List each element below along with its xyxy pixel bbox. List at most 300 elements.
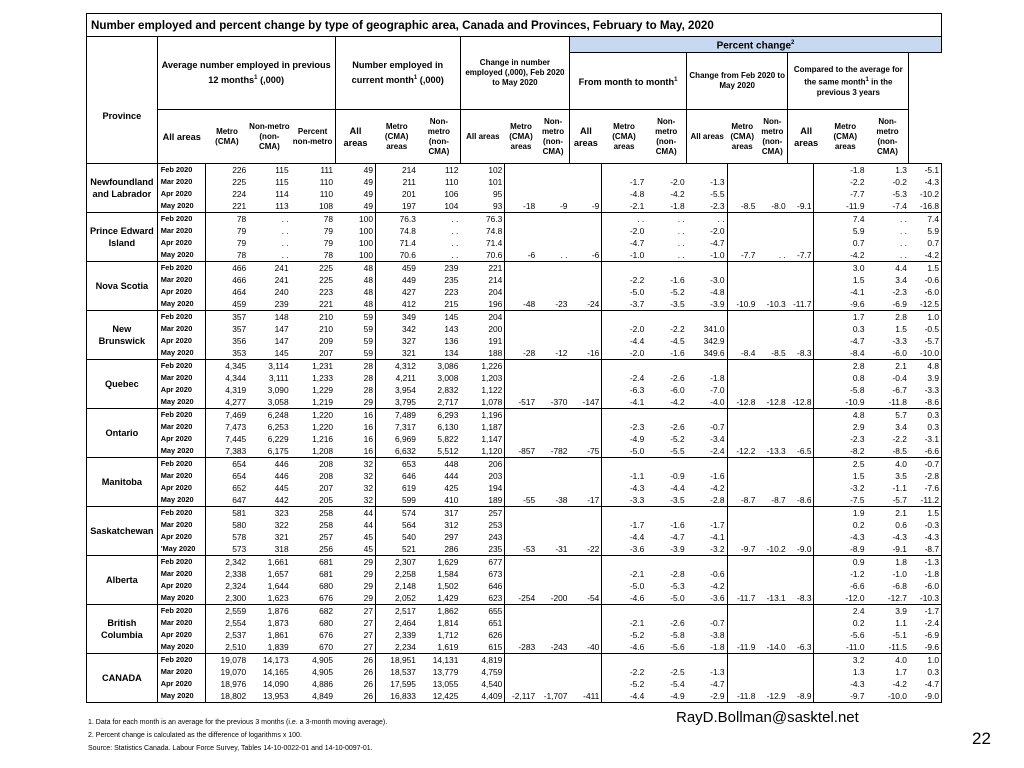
- table-cell: -2.4: [602, 372, 646, 384]
- source-note: Source: Statistics Canada. Labour Force Survey, Tables 14-10-0022-01 and 14-10-0097-01.: [88, 745, 373, 752]
- table-cell: 647: [206, 494, 248, 507]
- month-label: Apr 2020: [157, 629, 206, 641]
- feb-may-header: Change from Feb 2020 to May 2020: [687, 53, 788, 110]
- table-cell: [537, 311, 569, 324]
- table-cell: 106: [444, 189, 459, 200]
- table-cell: -2.2: [602, 274, 646, 286]
- table-cell: [757, 580, 787, 592]
- table-cell: -6.0: [909, 286, 942, 298]
- table-cell: [569, 335, 601, 347]
- table-cell: -55: [505, 494, 537, 507]
- table-cell: -1.7: [710, 520, 725, 531]
- avg-prev-unit: (,000): [257, 75, 285, 86]
- table-cell: 2,258: [375, 568, 417, 580]
- month-label: Feb 2020: [157, 311, 206, 324]
- table-cell: -4.1: [710, 532, 725, 543]
- table-cell: 2,148: [375, 580, 417, 592]
- table-cell: -0.6: [710, 569, 725, 580]
- table-cell: -857: [505, 445, 537, 458]
- table-cell: -2.4: [909, 617, 942, 629]
- table-cell: 327: [375, 335, 417, 347]
- table-cell: [757, 556, 787, 569]
- table-cell: 4,211: [375, 372, 417, 384]
- table-row: [87, 286, 942, 298]
- table-cell: 78: [206, 249, 248, 262]
- table-row: [87, 311, 942, 324]
- table-cell: 1,203: [481, 373, 503, 384]
- table-cell: [727, 176, 757, 188]
- table-cell: -4.7: [909, 678, 942, 690]
- table-cell: -4.7: [710, 679, 725, 690]
- table-cell: 1.3: [867, 164, 909, 177]
- table-cell: 49: [335, 164, 375, 177]
- table-cell: [727, 262, 757, 275]
- table-cell: [757, 629, 787, 641]
- col-all-areas: All areas: [687, 110, 727, 164]
- table-row: [87, 323, 942, 335]
- table-cell: 241: [274, 275, 289, 286]
- table-cell: 623: [460, 592, 504, 605]
- table-cell: 4,319: [206, 384, 248, 396]
- table-cell: [788, 629, 814, 641]
- table-cell: 1.5: [909, 262, 942, 275]
- table-cell: . .: [602, 213, 646, 226]
- table-cell: -8.7: [757, 494, 787, 507]
- table-cell: . .: [677, 226, 685, 237]
- table-cell: -4.3: [909, 176, 942, 188]
- table-cell: -6.6: [909, 445, 942, 458]
- avg-prev-label: Average number employed in previous 12 months: [161, 60, 331, 86]
- table-cell: 19,078: [206, 654, 248, 667]
- table-cell: [505, 335, 537, 347]
- table-cell: [814, 482, 824, 494]
- month-label: Apr 2020: [157, 482, 206, 494]
- table-cell: 110: [445, 177, 459, 188]
- table-cell: 1,629: [418, 556, 460, 569]
- table-cell: -11.9: [727, 641, 757, 654]
- table-cell: 45: [363, 532, 373, 543]
- table-cell: -4.7: [602, 237, 646, 249]
- table-cell: [727, 286, 757, 298]
- table-cell: . .: [867, 213, 909, 226]
- month-label: May 2020: [157, 396, 206, 409]
- table-row: [87, 666, 942, 678]
- table-cell: -8.9: [788, 690, 814, 703]
- table-cell: 1,584: [437, 569, 459, 580]
- province-name: CANADA: [87, 654, 158, 703]
- table-cell: 16: [363, 434, 373, 445]
- table-cell: -8.5: [757, 347, 787, 360]
- col-all-areas: All areas: [460, 110, 504, 164]
- col-nonmetro: Non-metro (non-CMA): [418, 110, 460, 164]
- table-cell: . .: [281, 226, 289, 237]
- table-cell: [727, 225, 757, 237]
- table-cell: [687, 556, 727, 569]
- table-cell: . .: [418, 249, 460, 262]
- table-cell: 681: [319, 569, 334, 580]
- table-cell: 581: [206, 507, 248, 520]
- table-cell: [727, 384, 757, 396]
- table-cell: 243: [488, 532, 503, 543]
- table-cell: 3.9: [909, 372, 942, 384]
- table-cell: 655: [460, 605, 504, 618]
- table-cell: -75: [569, 445, 601, 458]
- table-cell: [788, 360, 814, 373]
- table-cell: [788, 617, 814, 629]
- table-cell: [757, 360, 787, 373]
- table-cell: -24: [569, 298, 601, 311]
- table-cell: -7.0: [710, 385, 725, 396]
- table-cell: 578: [206, 531, 248, 543]
- table-cell: 3,008: [437, 373, 459, 384]
- table-cell: -5.3: [670, 581, 685, 592]
- table-cell: -411: [569, 690, 601, 703]
- table-cell: [814, 360, 824, 373]
- table-cell: 7,473: [206, 421, 248, 433]
- table-row: [87, 507, 942, 520]
- table-cell: 48: [363, 287, 373, 298]
- table-cell: -3.3: [909, 384, 942, 396]
- table-cell: 18,976: [206, 678, 248, 690]
- table-cell: -10.2: [757, 543, 787, 556]
- table-cell: -0.7: [909, 458, 942, 471]
- table-cell: -10.0: [867, 690, 909, 703]
- col-pct-nonmetro: Percent non-metro: [291, 110, 335, 164]
- province-name: New Brunswick: [87, 311, 158, 360]
- table-cell: 59: [363, 324, 373, 335]
- table-cell: 676: [291, 592, 335, 605]
- table-cell: [814, 568, 824, 580]
- table-cell: -4.1: [850, 287, 865, 298]
- month-label: May 2020: [157, 298, 206, 311]
- table-cell: [569, 458, 601, 471]
- curr-month-header: [335, 37, 460, 110]
- table-cell: 1,862: [418, 605, 460, 618]
- curr-month-sup: 1: [413, 75, 418, 82]
- col-nonmetro: Non-metro (non-CMA): [248, 110, 290, 164]
- province-name: Quebec: [87, 360, 158, 409]
- table-cell: [687, 458, 727, 471]
- table-cell: [757, 225, 787, 237]
- table-cell: 0.7: [909, 237, 942, 249]
- col-metro-areas: Metro (CMA) areas: [824, 110, 866, 164]
- table-cell: 93: [460, 200, 504, 213]
- table-cell: 682: [291, 605, 335, 618]
- table-cell: [757, 274, 787, 286]
- table-cell: 26: [363, 679, 373, 690]
- table-cell: 3,086: [418, 360, 460, 373]
- table-cell: 3.0: [824, 262, 866, 275]
- table-cell: [687, 262, 727, 275]
- table-cell: [814, 654, 824, 667]
- table-cell: 464: [206, 286, 248, 298]
- table-cell: [505, 433, 537, 445]
- table-cell: 70.6: [375, 249, 417, 262]
- table-cell: 7,445: [206, 433, 248, 445]
- table-cell: -1,707: [537, 690, 569, 703]
- table-cell: [727, 666, 757, 678]
- table-cell: -8.6: [788, 494, 814, 507]
- table-cell: 1,229: [312, 385, 334, 396]
- table-cell: 652: [206, 482, 248, 494]
- table-row: [87, 421, 942, 433]
- table-cell: [814, 164, 824, 177]
- table-cell: -6.8: [892, 581, 907, 592]
- table-cell: -782: [537, 445, 569, 458]
- table-cell: -5.2: [670, 434, 685, 445]
- table-cell: [814, 409, 824, 422]
- table-cell: . .: [248, 249, 290, 262]
- table-cell: 111: [291, 164, 335, 177]
- table-cell: [505, 225, 537, 237]
- table-cell: [505, 164, 537, 177]
- table-row: [87, 360, 942, 373]
- table-cell: 240: [274, 287, 289, 298]
- table-cell: -4.3: [892, 532, 907, 543]
- table-cell: . .: [418, 213, 460, 226]
- table-cell: -3.7: [602, 298, 646, 311]
- table-cell: [727, 580, 757, 592]
- table-cell: 573: [206, 543, 248, 556]
- table-cell: [646, 458, 686, 471]
- table-cell: -1.0: [602, 249, 646, 262]
- table-cell: -40: [569, 641, 601, 654]
- table-cell: 13,953: [248, 690, 290, 703]
- table-cell: 201: [375, 188, 417, 200]
- table-cell: -10.9: [824, 396, 866, 409]
- table-cell: 4.8: [909, 360, 942, 373]
- table-cell: [505, 176, 537, 188]
- col-all-areas: All areas: [335, 110, 375, 164]
- table-cell: [757, 507, 787, 520]
- table-cell: -1.8: [710, 373, 725, 384]
- table-cell: -12.8: [727, 396, 757, 409]
- table-cell: [727, 531, 757, 543]
- table-cell: [757, 323, 787, 335]
- table-cell: -4.2: [909, 249, 942, 262]
- table-cell: 211: [375, 176, 417, 188]
- table-cell: 342.9: [703, 336, 725, 347]
- table-cell: 136: [444, 336, 459, 347]
- table-cell: 108: [291, 200, 335, 213]
- table-cell: [757, 666, 787, 678]
- table-cell: -5.0: [646, 592, 686, 605]
- table-cell: -7.6: [909, 482, 942, 494]
- table-cell: [814, 335, 824, 347]
- table-cell: [537, 580, 569, 592]
- table-cell: 221: [291, 298, 335, 311]
- table-cell: -8.4: [824, 347, 866, 360]
- month-label: 'May 2020: [157, 543, 206, 556]
- table-cell: [757, 384, 787, 396]
- table-cell: -9.1: [867, 543, 909, 556]
- table-cell: -1.6: [646, 347, 686, 360]
- footnote-2: 2. Percent change is calculated as the difference of logarithms x 100.: [88, 732, 302, 739]
- table-cell: [757, 164, 787, 177]
- table-cell: 1,147: [481, 434, 503, 445]
- table-cell: 3,954: [375, 384, 417, 396]
- table-cell: 3.5: [895, 471, 907, 482]
- table-cell: [537, 237, 569, 249]
- table-cell: [814, 396, 824, 409]
- table-cell: [814, 372, 824, 384]
- table-cell: -5.0: [602, 580, 646, 592]
- table-cell: [646, 507, 686, 520]
- table-cell: -7.4: [867, 200, 909, 213]
- province-name: Newfoundland and Labrador: [87, 164, 158, 213]
- percent-change-sup: 2: [791, 40, 795, 46]
- table-cell: [569, 384, 601, 396]
- table-cell: -8.0: [757, 200, 787, 213]
- table-cell: [727, 629, 757, 641]
- table-cell: 4,409: [460, 690, 504, 703]
- table-cell: -53: [505, 543, 537, 556]
- col-nonmetro: Non-metro (non-CMA): [537, 110, 569, 164]
- table-cell: [505, 470, 537, 482]
- table-cell: 147: [274, 336, 289, 347]
- table-cell: [569, 666, 601, 678]
- month-label: Apr 2020: [157, 188, 206, 200]
- table-cell: [814, 629, 824, 641]
- table-cell: -2,117: [505, 690, 537, 703]
- table-cell: -9.0: [788, 543, 814, 556]
- table-cell: [537, 482, 569, 494]
- table-cell: 1,619: [418, 641, 460, 654]
- table-cell: 70.6: [460, 249, 504, 262]
- month-label: May 2020: [157, 592, 206, 605]
- percent-change-header: [569, 37, 941, 53]
- table-cell: [537, 213, 569, 226]
- table-cell: 2,342: [206, 556, 248, 569]
- table-cell: 27: [363, 630, 373, 641]
- table-cell: 7,469: [206, 409, 248, 422]
- table-cell: -6.3: [788, 641, 814, 654]
- table-cell: 28: [335, 360, 375, 373]
- table-cell: 44: [363, 520, 373, 531]
- table-cell: -4.6: [602, 641, 646, 654]
- mtm-sup: 1: [674, 76, 678, 83]
- table-cell: 2,510: [206, 641, 248, 654]
- table-cell: -2.3: [892, 287, 907, 298]
- table-cell: -7.7: [727, 249, 757, 262]
- table-cell: 7,317: [375, 421, 417, 433]
- table-cell: [788, 519, 814, 531]
- table-cell: 14,165: [262, 667, 289, 678]
- table-cell: [757, 568, 787, 580]
- month-label: May 2020: [157, 690, 206, 703]
- table-cell: 654: [206, 470, 248, 482]
- table-cell: [569, 164, 601, 177]
- table-cell: 1,814: [437, 618, 459, 629]
- table-cell: 1.7: [824, 311, 866, 324]
- table-cell: 2,300: [206, 592, 248, 605]
- table-cell: [537, 335, 569, 347]
- month-label: May 2020: [157, 347, 206, 360]
- table-cell: 194: [488, 483, 503, 494]
- table-cell: 3,795: [375, 396, 417, 409]
- table-cell: -4.3: [850, 532, 865, 543]
- author-email: RayD.Bollman@sasktel.net: [676, 709, 859, 726]
- table-cell: 13,779: [432, 667, 459, 678]
- table-cell: [537, 568, 569, 580]
- table-cell: [727, 164, 757, 177]
- table-cell: -1.7: [909, 605, 942, 618]
- table-cell: -5.2: [602, 678, 646, 690]
- table-cell: [727, 458, 757, 471]
- table-cell: 4,345: [206, 360, 248, 373]
- table-cell: [788, 262, 814, 275]
- table-row: [87, 678, 942, 690]
- table-cell: 0.7: [852, 238, 865, 249]
- table-cell: 6,293: [418, 409, 460, 422]
- table-cell: 49: [335, 200, 375, 213]
- table-row: [87, 445, 942, 458]
- table-cell: [505, 372, 537, 384]
- table-cell: 1,122: [481, 385, 503, 396]
- table-cell: 0.3: [909, 666, 942, 678]
- table-cell: -12.8: [788, 396, 814, 409]
- table-cell: [757, 531, 787, 543]
- table-row: [87, 592, 942, 605]
- table-cell: -1.8: [646, 200, 686, 213]
- table-cell: -5.0: [602, 286, 646, 298]
- month-label: Feb 2020: [157, 507, 206, 520]
- table-cell: [788, 458, 814, 471]
- table-cell: 241: [248, 262, 290, 275]
- table-cell: 312: [444, 520, 459, 531]
- table-cell: 26: [363, 667, 373, 678]
- col-nonmetro: Non-metro (non-CMA): [646, 110, 686, 164]
- table-cell: -4.2: [710, 483, 725, 494]
- province-name: Saskatchewan: [87, 507, 158, 556]
- table-cell: [602, 311, 646, 324]
- table-cell: -9.6: [824, 298, 866, 311]
- table-cell: 615: [460, 641, 504, 654]
- table-cell: 3.9: [867, 605, 909, 618]
- table-cell: 0.3: [909, 409, 942, 422]
- month-label: Apr 2020: [157, 237, 206, 249]
- table-cell: 427: [375, 286, 417, 298]
- table-cell: 4.4: [867, 262, 909, 275]
- table-cell: [569, 482, 601, 494]
- table-cell: -4.9: [602, 433, 646, 445]
- table-cell: 676: [319, 630, 334, 641]
- table-cell: [505, 568, 537, 580]
- table-cell: 28: [363, 385, 373, 396]
- table-cell: [788, 507, 814, 520]
- table-cell: 45: [335, 543, 375, 556]
- table-cell: [757, 421, 787, 433]
- table-cell: [505, 556, 537, 569]
- table-cell: [569, 213, 601, 226]
- table-cell: -5.6: [850, 630, 865, 641]
- table-cell: [788, 176, 814, 188]
- table-cell: 59: [335, 347, 375, 360]
- table-cell: -3.6: [602, 543, 646, 556]
- table-cell: 29: [363, 569, 373, 580]
- table-row: [87, 409, 942, 422]
- table-cell: 100: [359, 238, 373, 249]
- table-row: [87, 335, 942, 347]
- table-cell: 3.4: [895, 275, 907, 286]
- table-cell: [788, 323, 814, 335]
- table-cell: -1.7: [602, 519, 646, 531]
- table-cell: 26: [335, 690, 375, 703]
- table-cell: [814, 543, 824, 556]
- table-cell: [537, 360, 569, 373]
- table-cell: 4.8: [824, 409, 866, 422]
- table-cell: 1,876: [248, 605, 290, 618]
